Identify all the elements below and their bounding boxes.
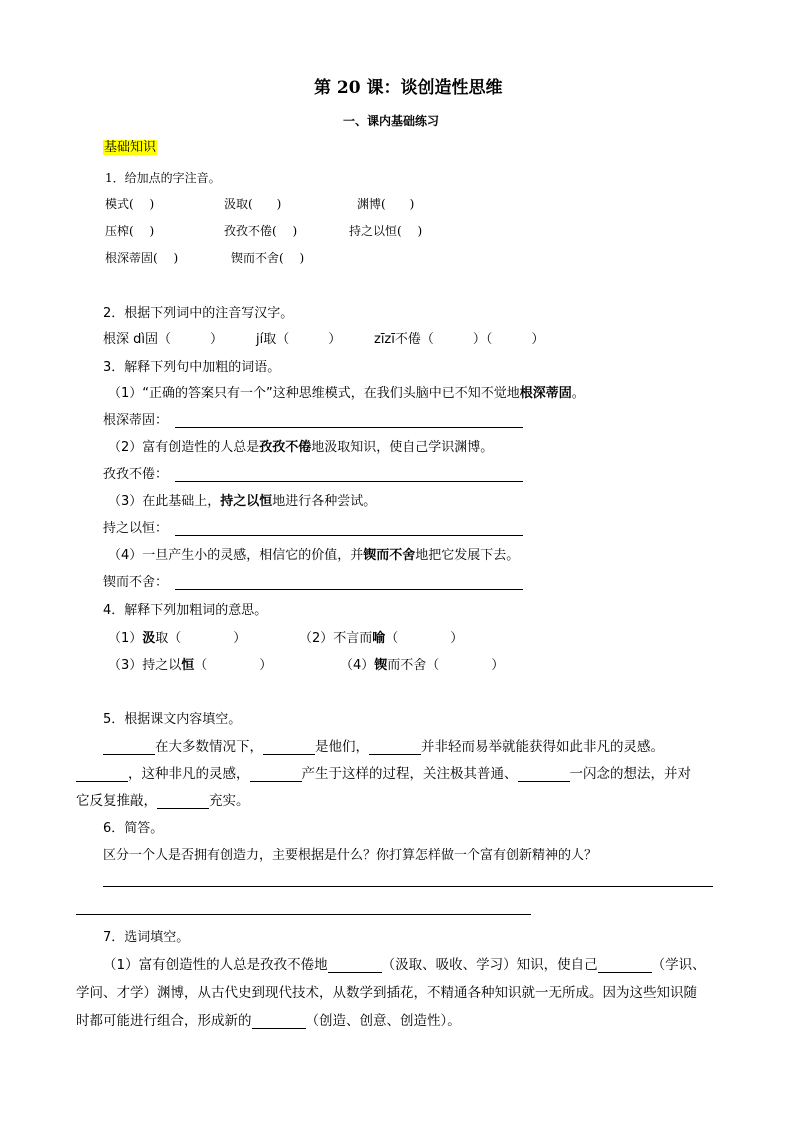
q3-term-3: 持之以恒： xyxy=(103,521,169,536)
q1-item: 锲而不舍( ) xyxy=(231,251,305,265)
q7-line-1: （1）富有创造性的人总是孜孜不倦地 （汲取、吸收、学习）知识，使自己 （学识、 xyxy=(103,957,706,973)
blank[interactable] xyxy=(250,768,302,782)
q3-sentence-3: （3）在此基础上，持之以恒地进行各种尝试。 xyxy=(108,494,377,509)
q3-answer-line-1[interactable] xyxy=(175,427,523,428)
section-heading: 一、课内基础练习 xyxy=(343,114,440,128)
q1-item: 孜孜不倦( ) xyxy=(224,224,298,238)
q1-prompt: 1．给加点的字注音。 xyxy=(105,171,221,185)
q4-prompt: 4．解释下列加粗词的意思。 xyxy=(103,603,268,618)
q2-prompt: 2．根据下列词中的注音写汉字。 xyxy=(103,306,294,321)
q3-answer-line-3[interactable] xyxy=(175,535,523,536)
q2-item: 根深 dì固（ ） xyxy=(103,332,223,347)
q3-sentence-2: （2）富有创造性的人总是孜孜不倦地汲取知识，使自己学识渊博。 xyxy=(108,440,494,455)
q1-item: 汲取( ) xyxy=(224,197,282,211)
q1-item: 持之以恒( ) xyxy=(349,224,423,238)
q1-item: 渊博( ) xyxy=(357,197,415,211)
q5-line-2: ，这种非凡的灵感， 产生于这样的过程，关注极其普通、 一闪念的想法，并对 xyxy=(76,766,691,782)
q7-prompt: 7．选词填空。 xyxy=(103,930,190,945)
q1-item: 压榨( ) xyxy=(105,224,155,238)
q3-term-4: 锲而不舍： xyxy=(103,575,169,590)
blank[interactable] xyxy=(157,795,209,809)
q3-sentence-1: （1）“正确的答案只有一个”这种思维模式，在我们头脑中已不知不觉地根深蒂固。 xyxy=(108,386,585,401)
q5-line-1: 在大多数情况下， 是他们， 并非轻而易举就能获得如此非凡的灵感。 xyxy=(103,739,664,755)
blank[interactable] xyxy=(103,741,155,755)
blank[interactable] xyxy=(518,768,570,782)
q6-prompt: 6．简答。 xyxy=(103,821,164,836)
q4-item: （3）持之以恒（ ） xyxy=(108,658,273,673)
q2-item: zīzī不倦（ ）（ ） xyxy=(374,332,545,347)
q5-line-3: 它反复推敲， 充实。 xyxy=(76,793,250,809)
q3-prompt: 3．解释下列句中加粗的词语。 xyxy=(103,360,281,375)
q4-item: （4）锲而不舍（ ） xyxy=(340,658,505,673)
blank[interactable] xyxy=(328,959,382,973)
q3-answer-line-4[interactable] xyxy=(175,589,523,590)
blank[interactable] xyxy=(598,959,652,973)
q7-line-3: 时都可能进行组合，形成新的 （创造、创意、创造性）。 xyxy=(76,1013,461,1029)
q3-term-1: 根深蒂固： xyxy=(103,413,169,428)
q3-sentence-4: （4）一旦产生小的灵感，相信它的价值，并锲而不舍地把它发展下去。 xyxy=(108,548,520,563)
blank[interactable] xyxy=(369,741,421,755)
blank[interactable] xyxy=(76,768,128,782)
q3-answer-line-2[interactable] xyxy=(175,481,523,482)
q4-item: （2）不言而喻（ ） xyxy=(299,631,464,646)
q2-item: jí取（ ） xyxy=(256,332,342,347)
q3-term-2: 孜孜不倦： xyxy=(103,467,169,482)
basic-knowledge-label: 基础知识 xyxy=(104,140,157,155)
q1-item: 模式( ) xyxy=(105,197,155,211)
q1-item: 根深蒂固( ) xyxy=(105,251,179,265)
q7-line-2: 学问、才学）渊博，从古代史到现代技术，从数学到插花，不精通各种知识就一无所成。因为这些知识随 xyxy=(76,985,697,1001)
q5-prompt: 5．根据课文内容填空。 xyxy=(103,712,242,727)
q6-answer-line-2[interactable] xyxy=(76,914,531,915)
q6-question: 区分一个人是否拥有创造力，主要根据是什么？你打算怎样做一个富有创新精神的人？ xyxy=(103,848,598,863)
q6-answer-line-1[interactable] xyxy=(103,886,713,887)
blank[interactable] xyxy=(252,1015,306,1029)
page-title: 第 20 课：谈创造性思维 xyxy=(314,78,503,98)
q4-item: （1）汲取（ ） xyxy=(108,631,247,646)
blank[interactable] xyxy=(263,741,315,755)
